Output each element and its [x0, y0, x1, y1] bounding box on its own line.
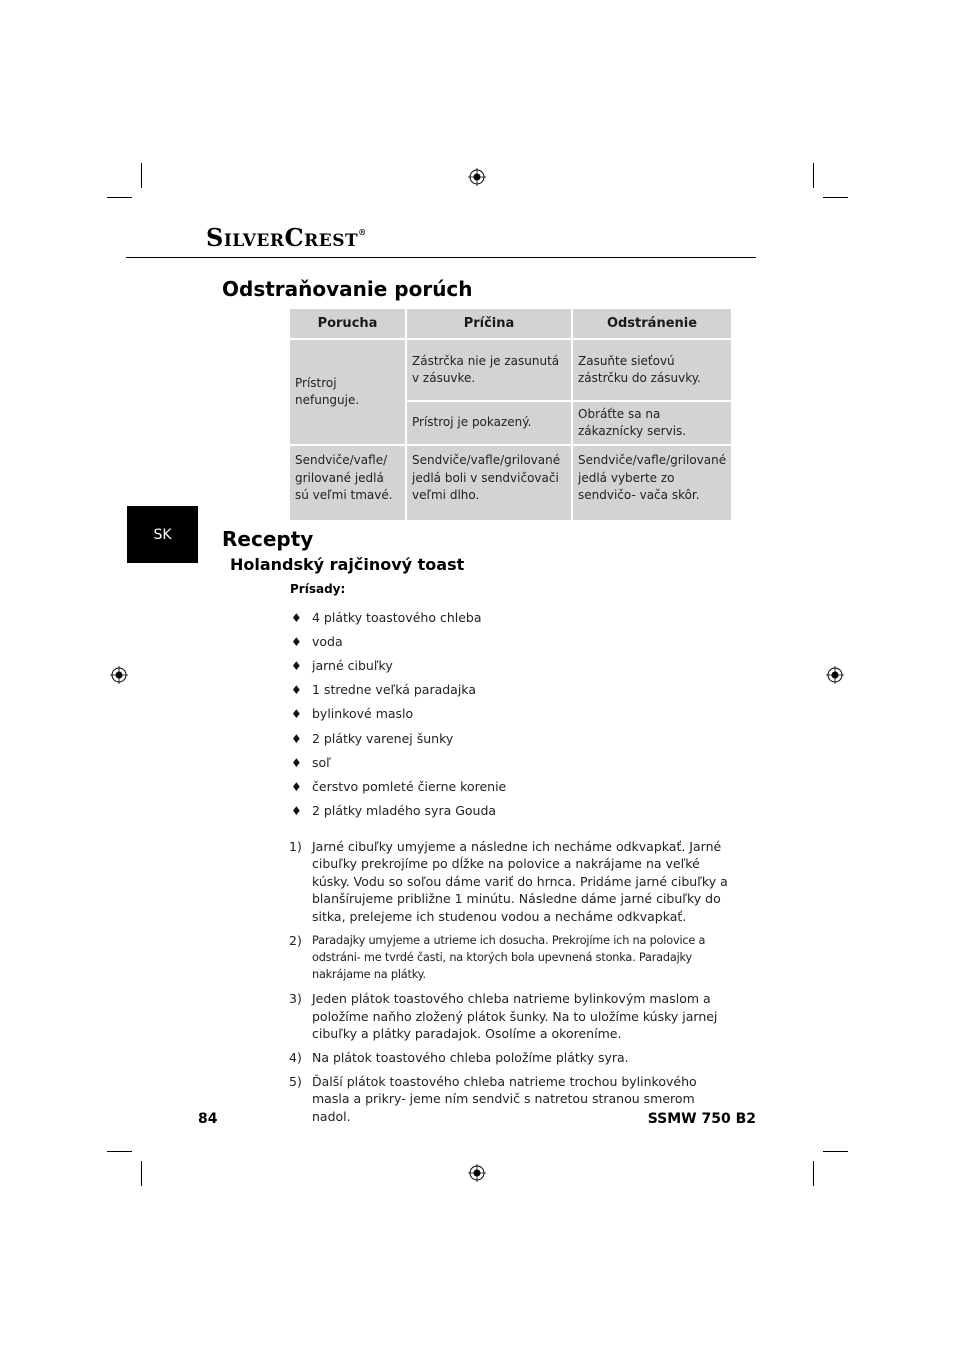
table-cell-problem: Prístroj nefunguje.	[290, 339, 406, 445]
crop-mark	[107, 197, 132, 198]
list-item: ♦ čerstvo pomleté čierne korenie	[291, 775, 506, 799]
diamond-bullet-icon: ♦	[291, 683, 302, 698]
registration-mark-icon	[826, 666, 844, 684]
crop-mark	[141, 163, 142, 188]
table-cell-solution: Obráťte sa na zákaznícky servis.	[572, 401, 731, 445]
recipe-title: Holandský rajčinový toast	[230, 555, 465, 574]
diamond-bullet-icon: ♦	[291, 659, 302, 674]
step-item: 4) Na plátok toastového chleba položíme plátky syra.	[289, 1049, 629, 1065]
crop-mark	[813, 1161, 814, 1186]
step-item: 2) Paradajky umyjeme a utrieme ich dosucha. Prekrojíme ich na polovice a odstráni- me tvrdé časti, na ktorých bola upevnená stonka. Paradajky nakrájame na plátky.	[289, 932, 706, 982]
crop-mark	[823, 197, 848, 198]
step-item: 3) Jeden plátok toastového chleba natrieme bylinkovým maslom a položíme naňho zložený plátok šunky. Na to uložíme kúsky jarnej cibuľky a plátky paradajok. Osolíme a okoreníme.	[289, 991, 718, 1042]
diamond-bullet-icon: ♦	[291, 755, 302, 770]
table-row	[290, 445, 731, 520]
list-item: ♦ voda	[291, 630, 506, 654]
list-item: ♦ bylinkové maslo	[291, 702, 506, 726]
registration-mark-icon	[110, 666, 128, 684]
diamond-bullet-icon: ♦	[291, 731, 302, 746]
list-item: ♦ 2 plátky varenej šunky	[291, 726, 506, 750]
table-cell-cause: Prístroj je pokazený.	[406, 401, 572, 445]
list-item: ♦ 4 plátky toastového chleba	[291, 606, 506, 630]
crop-mark	[813, 163, 814, 188]
table-row	[290, 339, 731, 401]
ingredients-label: Prísady:	[290, 582, 346, 596]
column-header: Príčina	[406, 309, 572, 339]
diamond-bullet-icon: ♦	[291, 635, 302, 650]
model-number: SSMW 750 B2	[647, 1111, 756, 1127]
step-item: 1) Jarné cibuľky umyjeme a následne ich necháme odkvapkať. Jarné cibuľky prekrojíme po dĺžke na polovice a nakrájame na veľké kúsky. Vodu so soľou dáme variť do hrnca. Pridáme jarné cibuľky a blanšírujeme približne 1 minútu. Následne dáme jarné cibuľky do sitka, prelejeme ich studenou vodou a necháme odkvapkať.	[289, 839, 728, 924]
brand-logo: SILVERCREST®	[206, 223, 367, 252]
diamond-bullet-icon: ♦	[291, 611, 302, 626]
table-cell-solution: Zasuňte sieťovú zástrčku do zásuvky.	[572, 339, 731, 401]
ingredients-list	[291, 606, 506, 823]
diamond-bullet-icon: ♦	[291, 707, 302, 722]
crop-mark	[823, 1151, 848, 1152]
column-header: Odstránenie	[572, 309, 731, 339]
troubleshooting-table	[290, 309, 731, 520]
column-header: Porucha	[290, 309, 406, 339]
list-item: ♦ jarné cibuľky	[291, 654, 506, 678]
registration-mark-icon	[468, 1164, 486, 1182]
list-item: ♦ 2 plátky mladého syra Gouda	[291, 799, 506, 823]
table-cell-problem: Sendviče/vafle/ grilované jedlá sú veľmi tmavé.	[290, 445, 406, 520]
crop-mark	[141, 1161, 142, 1186]
recipe-steps	[289, 838, 734, 1132]
list-item: ♦ 1 stredne veľká paradajka	[291, 678, 506, 702]
list-item: ♦ soľ	[291, 751, 506, 775]
page-number: 84	[198, 1111, 218, 1127]
header-rule	[126, 257, 756, 258]
registration-mark-icon	[468, 168, 486, 186]
recipes-title: Recepty	[222, 527, 314, 551]
crop-mark	[107, 1151, 132, 1152]
table-header-row	[290, 309, 731, 339]
diamond-bullet-icon: ♦	[291, 779, 302, 794]
table-cell-solution: Sendviče/vafle/grilované jedlá vyberte zo sendvičo- vača skôr.	[572, 445, 731, 520]
step-item: 5) Ďalší plátok toastového chleba natrieme trochou bylinkového masla a prikry- jeme ním sendvič s natretou stranou smerom nadol.	[289, 1073, 697, 1124]
troubleshooting-title: Odstraňovanie porúch	[222, 277, 473, 301]
diamond-bullet-icon: ♦	[291, 803, 302, 818]
table-cell-cause: Sendviče/vafle/grilované jedlá boli v sendvičovači veľmi dlho.	[406, 445, 572, 520]
table-cell-cause: Zástrčka nie je zasunutá v zásuvke.	[406, 339, 572, 401]
language-tab: SK	[127, 506, 198, 563]
